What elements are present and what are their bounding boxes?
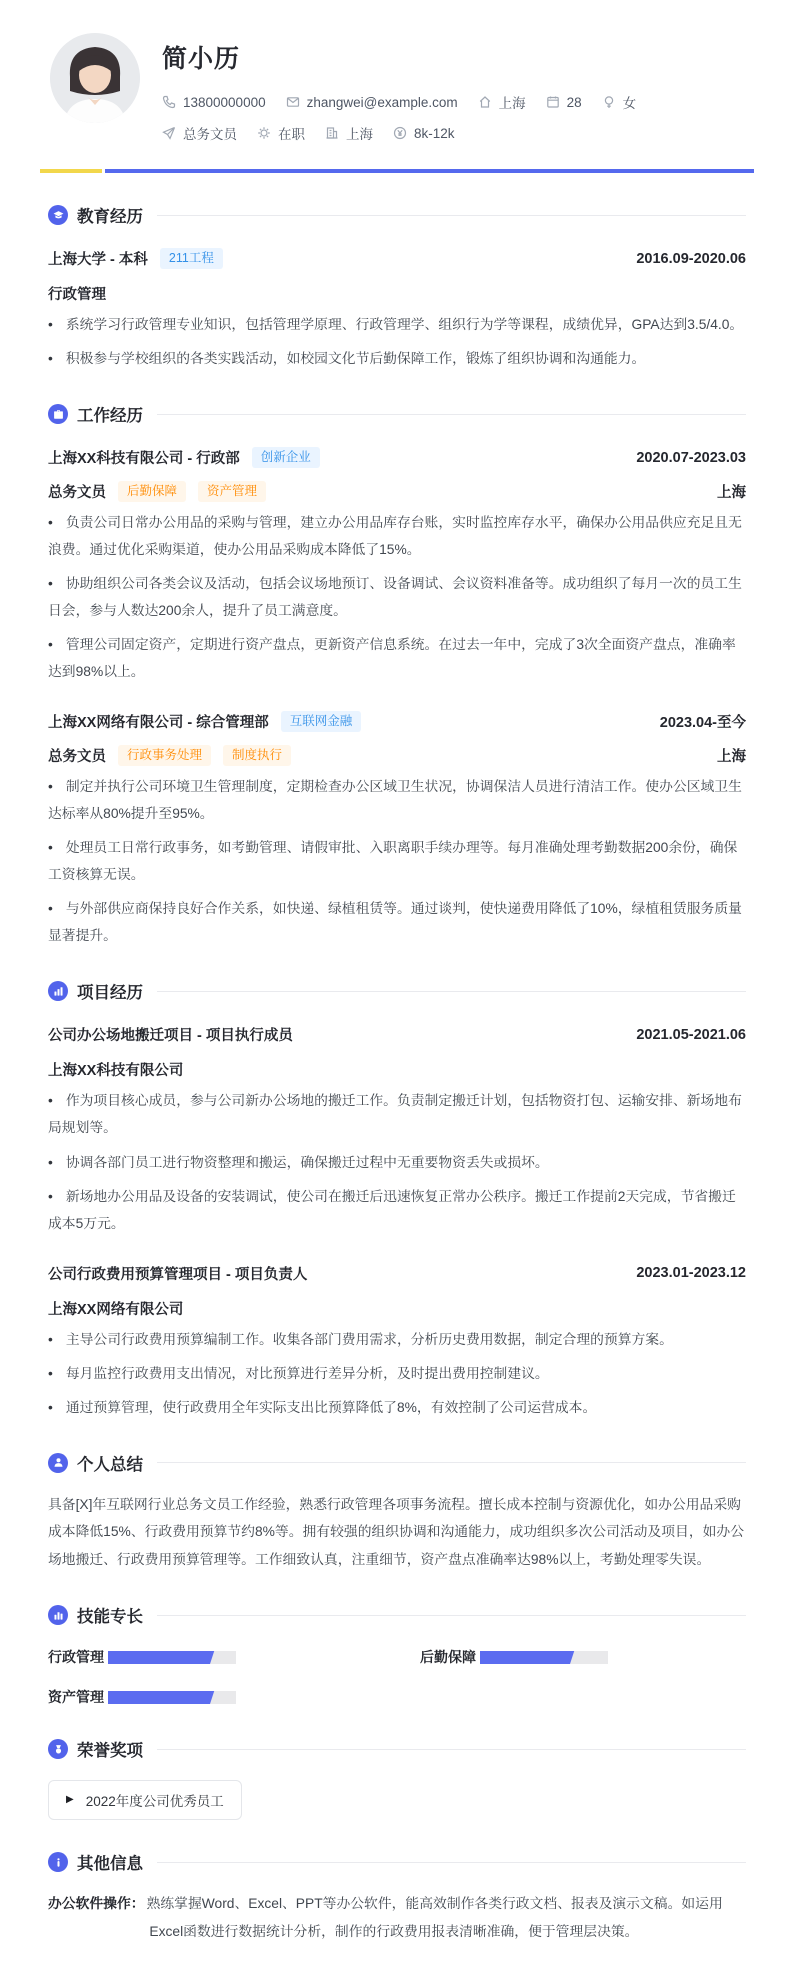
project-bullets bbox=[48, 1087, 746, 1236]
section-title: 教育经历 bbox=[77, 208, 143, 226]
age-value: 28 bbox=[566, 94, 582, 110]
bullet-item: • 通过预算管理，使行政费用全年实际支出比预算降低了8%，有效控制了公司运营成本。 bbox=[48, 1394, 746, 1421]
skill-chart-icon bbox=[48, 1605, 68, 1625]
bar-chart-icon bbox=[48, 981, 68, 1001]
bullet-item: • 系统学习行政管理专业知识，包括管理学原理、行政管理学、组织行为学等课程，成绩优异，GPA达到3.5/4.0。 bbox=[48, 311, 746, 338]
section-title: 项目经历 bbox=[77, 984, 143, 1003]
section-title: 个人总结 bbox=[77, 1455, 143, 1474]
role-name: 总务文员 bbox=[48, 485, 106, 502]
project-entry bbox=[48, 1263, 746, 1421]
play-arrow-icon bbox=[66, 1795, 74, 1805]
bullet-item: • 作为项目核心成员，参与公司新办公场地的搬迁工作。负责制定搬迁计划，包括物资打包、运输安排、新场地布局规划等。 bbox=[48, 1087, 746, 1141]
role-tag: 行政事务处理 bbox=[118, 745, 211, 766]
section-header-projects bbox=[48, 979, 746, 1003]
section-projects bbox=[48, 979, 746, 1420]
gender-value: 女 bbox=[622, 96, 637, 111]
honor-text: 2022年度公司优秀员工 bbox=[85, 1794, 224, 1810]
section-line bbox=[157, 414, 746, 415]
section-other bbox=[48, 1850, 746, 1945]
divider-yellow-segment bbox=[40, 169, 102, 173]
skill-item bbox=[420, 1647, 746, 1667]
age-field bbox=[546, 95, 582, 110]
section-line bbox=[157, 1462, 746, 1463]
school-tag: 211工程 bbox=[160, 248, 223, 269]
bullet-item: • 负责公司日常办公用品的采购与管理，建立办公用品库存台账，实时监控库存水平，确保办公用品供应充足且无浪费。通过优化采购渠道，使办公用品采购成本降低了15%。 bbox=[48, 509, 746, 563]
skill-label: 行政管理 bbox=[48, 1649, 104, 1666]
summary-text: 具备[X]年互联网行业总务文员工作经验，熟悉行政管理各项事务流程。擅长成本控制与资源优化，如办公用品采购成本降低15%、行政费用预算节约8%等。拥有较强的组织协调和沟通能力，成功组织多次公司活动及项目，如办公场地搬迁、行政费用预算管理等。工作细致认真，注重细节，资产盘点准确率达98%以上，考勤处理零失误。 bbox=[48, 1496, 745, 1567]
section-work bbox=[48, 402, 746, 949]
skills-grid bbox=[48, 1647, 746, 1707]
bullet-item: • 积极参与学校组织的各类实践活动，如校园文化节后勤保障工作，锻炼了组织协调和沟通能力。 bbox=[48, 345, 746, 372]
header-divider bbox=[40, 169, 754, 173]
person-icon bbox=[48, 1453, 68, 1473]
bullet-item: • 每月监控行政费用支出情况，对比预算进行差异分析，及时提出费用控制建议。 bbox=[48, 1360, 746, 1387]
job-intention-value: 总务文员 bbox=[183, 127, 237, 142]
education-date: 2016.09-2020.06 bbox=[636, 250, 746, 267]
bullet-item: • 管理公司固定资产，定期进行资产盘点，更新资产信息系统。在过去一年中，完成了3次全面资产盘点，准确率达到98%以上。 bbox=[48, 631, 746, 685]
gender-icon bbox=[602, 95, 616, 109]
skill-item bbox=[48, 1687, 374, 1707]
status-icon bbox=[257, 126, 271, 140]
section-line bbox=[157, 1749, 746, 1750]
skill-item bbox=[48, 1647, 374, 1667]
company-name: 上海XX网络有限公司 - 综合管理部 bbox=[48, 715, 269, 732]
salary-value: 8k-12k bbox=[414, 125, 455, 141]
section-header-work bbox=[48, 402, 746, 426]
project-company: 上海XX网络有限公司 bbox=[48, 1301, 184, 1318]
header-info bbox=[162, 33, 636, 143]
work-date: 2020.07-2023.03 bbox=[636, 449, 746, 466]
section-line bbox=[157, 1615, 746, 1616]
company-tag: 创新企业 bbox=[252, 447, 320, 468]
info-icon bbox=[48, 1852, 68, 1872]
email-value: zhangwei@example.com bbox=[306, 94, 458, 110]
section-title: 荣誉奖项 bbox=[77, 1742, 143, 1761]
profile-photo bbox=[50, 33, 140, 123]
project-name: 公司办公场地搬迁项目 - 项目执行成员 bbox=[48, 1028, 293, 1045]
phone-field bbox=[162, 95, 266, 110]
work-city-field bbox=[325, 123, 373, 143]
bullet-item: • 主导公司行政费用预算编制工作。收集各部门费用需求，分析历史费用数据，制定合理的预算方案。 bbox=[48, 1326, 746, 1353]
work-bullets bbox=[48, 773, 746, 949]
company-tag: 互联网金融 bbox=[281, 711, 362, 732]
other-info-label: 办公软件操作： bbox=[48, 1896, 145, 1912]
intention-icon bbox=[162, 126, 176, 140]
resume-header bbox=[48, 33, 746, 143]
section-line bbox=[157, 215, 746, 216]
project-date: 2023.01-2023.12 bbox=[636, 1265, 746, 1282]
skill-label: 资产管理 bbox=[48, 1689, 104, 1706]
section-title: 工作经历 bbox=[77, 407, 143, 426]
age-icon bbox=[546, 95, 560, 109]
bullet-item: • 协助组织公司各类会议及活动，包括会议场地预订、设备调试、会议资料准备等。成功组织了每月一次的员工生日会，参与人数达200余人，提升了员工满意度。 bbox=[48, 570, 746, 624]
section-title: 其他信息 bbox=[77, 1855, 143, 1874]
bullet-item: • 制定并执行公司环境卫生管理制度，定期检查办公区域卫生状况，协调保洁人员进行清洁工作。使办公区域卫生达标率从80%提升至95%。 bbox=[48, 773, 746, 827]
avatar-illustration bbox=[50, 33, 140, 123]
project-company: 上海XX科技有限公司 bbox=[48, 1063, 184, 1080]
divider-blue-segment bbox=[105, 169, 754, 173]
salary-icon bbox=[393, 126, 407, 140]
section-honors bbox=[48, 1737, 746, 1820]
job-status-field bbox=[257, 123, 305, 143]
company-name: 上海XX科技有限公司 - 行政部 bbox=[48, 451, 240, 468]
skill-bar bbox=[108, 1691, 236, 1704]
education-entry bbox=[48, 248, 746, 372]
education-bullets bbox=[48, 311, 746, 372]
gender-field bbox=[602, 92, 637, 112]
honor-item[interactable] bbox=[48, 1780, 242, 1820]
email-icon bbox=[286, 95, 300, 109]
location-value: 上海 bbox=[498, 96, 526, 111]
role-name: 总务文员 bbox=[48, 749, 106, 766]
section-header-other bbox=[48, 1850, 746, 1874]
other-info-paragraph bbox=[48, 1890, 746, 1945]
work-location: 上海 bbox=[717, 485, 746, 502]
salary-field bbox=[393, 126, 455, 141]
work-city-value: 上海 bbox=[346, 127, 373, 142]
email-field bbox=[286, 95, 458, 110]
briefcase-icon bbox=[48, 404, 68, 424]
job-intention-field bbox=[162, 123, 237, 143]
work-bullets bbox=[48, 509, 746, 685]
bullet-item: • 新场地办公用品及设备的安装调试，使公司在搬迁后迅速恢复正常办公秩序。搬迁工作提前2天完成，节省搬迁成本5万元。 bbox=[48, 1183, 746, 1237]
section-header-skills bbox=[48, 1603, 746, 1627]
section-line bbox=[157, 991, 746, 992]
section-skills bbox=[48, 1603, 746, 1707]
section-line bbox=[157, 1862, 746, 1863]
job-status-value: 在职 bbox=[278, 127, 305, 142]
project-entry bbox=[48, 1024, 746, 1236]
section-summary bbox=[48, 1451, 746, 1574]
medal-icon bbox=[48, 1739, 68, 1759]
work-date: 2023.04-至今 bbox=[659, 715, 746, 732]
project-name: 公司行政费用预算管理项目 - 项目负责人 bbox=[48, 1266, 308, 1283]
graduation-cap-icon bbox=[48, 205, 68, 225]
city-icon bbox=[325, 126, 339, 140]
section-header-summary bbox=[48, 1451, 746, 1475]
phone-value: 13800000000 bbox=[183, 94, 266, 110]
section-education bbox=[48, 203, 746, 372]
work-location: 上海 bbox=[717, 749, 746, 766]
section-header-honors bbox=[48, 1737, 746, 1761]
project-bullets bbox=[48, 1326, 746, 1421]
bullet-item: • 与外部供应商保持良好合作关系，如快递、绿植租赁等。通过谈判，使快递费用降低了10%，绿植租赁服务质量显著提升。 bbox=[48, 895, 746, 949]
bullet-item: • 处理员工日常行政事务，如考勤管理、请假审批、入职离职手续办理等。每月准确处理考勤数据200余份，确保工资核算无误。 bbox=[48, 834, 746, 888]
section-title: 技能专长 bbox=[77, 1608, 143, 1627]
role-tag: 制度执行 bbox=[223, 745, 291, 766]
other-info-text: 熟练掌握Word、Excel、PPT等办公软件，能高效制作各类行政文档、报表及演示文稿。如运用Excel函数进行数据统计分析，制作的行政费用报表清晰准确，便于管理层决策。 bbox=[146, 1896, 723, 1940]
skill-bar bbox=[480, 1651, 608, 1664]
major-name: 行政管理 bbox=[48, 287, 106, 303]
role-tag: 后勤保障 bbox=[118, 481, 186, 502]
skill-bar bbox=[108, 1651, 236, 1664]
contact-row-2 bbox=[162, 123, 636, 143]
section-header-education bbox=[48, 203, 746, 227]
candidate-name: 简小历 bbox=[162, 45, 241, 73]
work-entry bbox=[48, 711, 746, 949]
location-icon bbox=[478, 95, 492, 109]
project-date: 2021.05-2021.06 bbox=[636, 1026, 746, 1043]
location-field bbox=[478, 92, 526, 112]
bullet-item: • 协调各部门员工进行物资整理和搬运，确保搬迁过程中无重要物资丢失或损坏。 bbox=[48, 1149, 746, 1176]
role-tag: 资产管理 bbox=[198, 481, 266, 502]
phone-icon bbox=[162, 95, 176, 109]
skill-label: 后勤保障 bbox=[420, 1649, 476, 1666]
work-entry bbox=[48, 447, 746, 685]
school-name: 上海大学 - 本科 bbox=[48, 252, 148, 268]
contact-row-1 bbox=[162, 92, 636, 112]
